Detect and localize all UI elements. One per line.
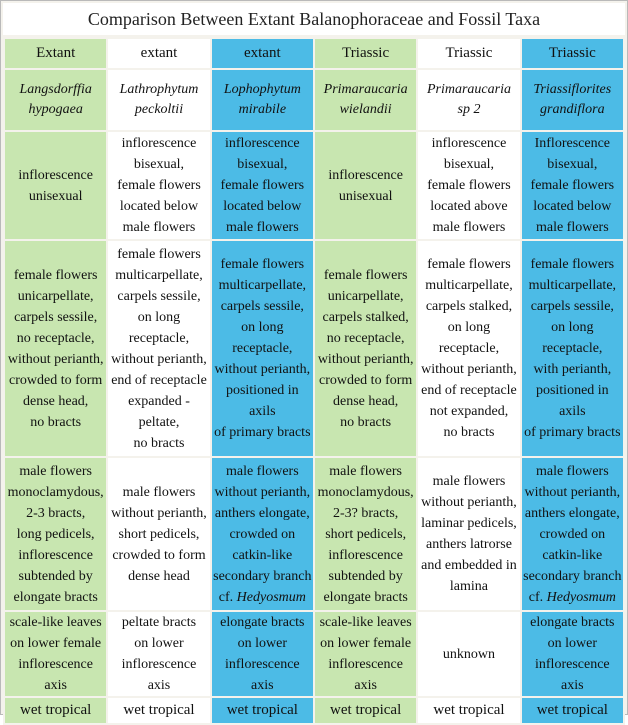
male-flowers-row <box>4 457 624 611</box>
cell-line: inflorescence axis <box>225 657 300 693</box>
epithet: mirabile <box>238 102 287 117</box>
cell-line: secondary branch <box>213 568 312 584</box>
male-flowers-cell <box>211 457 314 611</box>
cell-line: female flowers <box>117 246 201 262</box>
cell-line: dense head, <box>23 393 89 409</box>
cell-line: not expanded, <box>429 404 509 419</box>
cell-line: expanded - <box>128 393 190 409</box>
cell-line: carpels sessile, <box>530 299 614 314</box>
inflorescence-cell <box>4 131 107 240</box>
epithet: hypogaea <box>28 102 83 117</box>
cell-line: on lower <box>547 636 598 651</box>
female-flowers-cell <box>4 240 107 457</box>
cell-line: female flowers <box>427 178 511 193</box>
female-flowers-cell <box>314 240 417 457</box>
cell-line: inflorescence <box>328 167 403 183</box>
habitat-cell <box>107 697 210 724</box>
cell-line: elongate bracts <box>220 615 305 630</box>
inflorescence-cell <box>107 131 210 240</box>
leaves-cell <box>211 611 314 697</box>
inflorescence-cell <box>417 131 520 240</box>
cell-line: bisexual, <box>133 157 185 172</box>
cell-line: inflorescence <box>18 547 93 563</box>
male-flowers-cell <box>107 457 210 611</box>
cell-line: on long <box>551 320 594 335</box>
cell-line: female flowers <box>220 257 305 272</box>
cell-line: on lower <box>237 636 288 651</box>
cell-line: located below <box>223 199 302 214</box>
male-flowers-cell <box>521 457 624 611</box>
cell-line: on long <box>241 320 284 335</box>
cell-line: peltate bracts <box>121 615 197 630</box>
cell-line: inflorescence <box>18 167 93 183</box>
cell-line: male flowers <box>535 220 609 235</box>
cell-line: male flowers <box>19 463 93 479</box>
cell-text: cf. <box>528 589 547 605</box>
inflorescence-cell <box>521 131 624 240</box>
cell-line: end of receptacle <box>111 372 207 388</box>
female-flowers-cell <box>521 240 624 457</box>
cell-line: carpels sessile, <box>117 288 201 304</box>
leaves-row <box>4 611 624 697</box>
habitat-cell <box>211 697 314 724</box>
epithet: wielandii <box>339 102 392 117</box>
cell-line: male flowers <box>535 463 609 479</box>
cell-line: subtended by <box>328 568 403 584</box>
species-cell <box>4 69 107 131</box>
period-cell: extant <box>107 38 210 69</box>
cell-line: carpels stalked, <box>425 299 513 314</box>
cell-line: no bracts <box>133 435 185 451</box>
figure-title: Comparison Between Extant Balanophoraceae and Fossil Taxa <box>3 3 625 35</box>
period-cell: extant <box>211 38 314 69</box>
cell-line: of primary bracts <box>214 425 311 440</box>
cell-line: positioned in axils <box>535 383 609 419</box>
species-cell <box>521 69 624 131</box>
comparison-table <box>3 37 625 725</box>
cell-line: unknown <box>442 646 496 662</box>
genus: Lathrophytum <box>119 82 199 97</box>
genus: Triassiflorites <box>533 82 612 97</box>
cell-line: monoclamydous, <box>7 484 104 500</box>
cell-line: wet tropical <box>226 702 298 718</box>
inflorescence-cell <box>314 131 417 240</box>
epithet: sp 2 <box>457 102 481 117</box>
cell-line: elongate bracts <box>13 589 98 605</box>
cell-line: scale-like leaves <box>9 615 102 630</box>
cell-line: unisexual <box>28 188 83 204</box>
cell-line: wet tropical <box>536 702 608 718</box>
cell-line: crowded to form <box>112 547 206 563</box>
cell-line: multicarpellate, <box>218 278 307 293</box>
cell-line: multicarpellate, <box>528 278 617 293</box>
cell-line: no receptacle, <box>326 330 405 346</box>
cell-line: female flowers <box>323 267 408 283</box>
cell-line: wet tropical <box>330 702 402 718</box>
cell-line: 2-3? bracts, <box>332 505 399 521</box>
cell-line: unisexual <box>338 188 393 204</box>
male-flowers-cell <box>4 457 107 611</box>
taxon-name: Hedyosmum <box>236 589 306 605</box>
cell-line: of primary bracts <box>524 425 621 440</box>
habitat-cell <box>521 697 624 724</box>
cell-line: female flowers <box>530 257 615 272</box>
cell-line: receptacle, <box>438 341 500 356</box>
cell-line: wet tropical <box>20 702 92 718</box>
cell-line: inflorescence <box>225 136 300 151</box>
cell-line: male flowers <box>122 484 196 500</box>
period-cell: Extant <box>4 38 107 69</box>
cell-line: crowded on <box>229 526 296 542</box>
cell-line: Inflorescence <box>534 136 611 151</box>
leaves-cell <box>107 611 210 697</box>
cell-line: without perianth, <box>317 351 414 367</box>
cell-line: dense head <box>128 568 190 584</box>
genus: Langsdorffia <box>19 82 92 97</box>
cell-line: no receptacle, <box>16 330 95 346</box>
cell-line: scale-like leaves <box>319 615 412 630</box>
cell-line: and embedded in <box>421 558 517 573</box>
cell-line: unicarpellate, <box>327 288 404 304</box>
cell-line: receptacle, <box>128 330 190 346</box>
period-cell: Triassic <box>417 38 520 69</box>
cell-line: multicarpellate, <box>115 267 203 283</box>
cell-line: subtended by <box>18 568 93 584</box>
cell-line: carpels sessile, <box>14 309 98 325</box>
cell-line: bisexual, <box>547 157 598 172</box>
cell-line: catkin-like <box>542 547 603 563</box>
cell-line: female flowers <box>530 178 615 193</box>
cell-line: short pedicels, <box>325 526 407 542</box>
cell-line: bisexual, <box>237 157 288 172</box>
cell-line: dense head, <box>332 393 399 409</box>
cell-line: anthers elongate, <box>214 505 310 521</box>
cell-line: anthers elongate, <box>524 505 620 521</box>
cell-line: secondary branch <box>523 568 622 584</box>
cell-line: male flowers <box>432 220 506 235</box>
cell-line: without perianth, <box>111 351 207 367</box>
cell-line: female flowers <box>13 267 98 283</box>
habitat-row <box>4 697 624 724</box>
cell-line: receptacle, <box>542 341 603 356</box>
cell-line: inflorescence <box>121 136 197 151</box>
cell-line: located below <box>533 199 612 214</box>
cell-line: crowded to form <box>318 372 413 388</box>
cell-line: on lower female <box>320 636 412 651</box>
cell-line: long pedicels, <box>16 526 95 542</box>
cell-line: inflorescence <box>328 547 403 563</box>
cell-line: no bracts <box>443 425 495 440</box>
leaves-cell <box>417 611 520 697</box>
cell-line: inflorescence axis <box>535 657 610 693</box>
cell-line <box>213 587 312 608</box>
cell-line: peltate, <box>138 414 180 430</box>
cell-line: female flowers <box>427 257 511 272</box>
cell-line: carpels sessile, <box>220 299 304 314</box>
cell-line: inflorescence axis <box>121 657 197 693</box>
cell-line: on lower <box>134 636 184 651</box>
cell-line: inflorescence axis <box>18 657 93 693</box>
genus: Primaraucaria <box>426 82 511 97</box>
cell-line: 2-3 bracts, <box>26 505 86 521</box>
species-cell <box>314 69 417 131</box>
cell-line: without perianth, <box>524 484 621 500</box>
female-flowers-row <box>4 240 624 457</box>
cell-line: without perianth, <box>421 495 517 510</box>
period-row <box>4 38 624 69</box>
cell-line: unicarpellate, <box>17 288 94 304</box>
cell-line: crowded to form <box>9 372 103 388</box>
cell-line: laminar pedicels, <box>421 516 517 531</box>
cell-line: without perianth, <box>111 505 207 521</box>
cell-line: male flowers <box>225 220 299 235</box>
cell-line: bisexual, <box>443 157 495 172</box>
inflorescence-cell <box>211 131 314 240</box>
cell-line: female flowers <box>220 178 305 193</box>
cell-line: wet tropical <box>123 702 195 718</box>
leaves-cell <box>521 611 624 697</box>
cell-line <box>523 587 622 608</box>
cell-line: located below <box>119 199 199 214</box>
species-cell <box>417 69 520 131</box>
cell-line: on long <box>447 320 491 335</box>
cell-line: without perianth, <box>421 362 517 377</box>
epithet: grandiflora <box>540 102 605 117</box>
cell-line: multicarpellate, <box>425 278 513 293</box>
cell-line: carpels stalked, <box>322 309 409 325</box>
habitat-cell <box>417 697 520 724</box>
species-row <box>4 69 624 131</box>
cell-line: no bracts <box>340 414 392 430</box>
cell-line: wet tropical <box>433 702 505 718</box>
cell-line: on long <box>137 309 181 325</box>
cell-line: elongate bracts <box>530 615 615 630</box>
cell-line: female flowers <box>117 178 201 193</box>
cell-line: without perianth, <box>214 484 311 500</box>
inflorescence-row <box>4 131 624 240</box>
habitat-cell <box>314 697 417 724</box>
epithet: peckoltii <box>134 102 184 117</box>
species-cell <box>211 69 314 131</box>
cell-line: receptacle, <box>232 341 293 356</box>
leaves-cell <box>4 611 107 697</box>
female-flowers-cell <box>417 240 520 457</box>
cell-line: male flowers <box>432 474 506 489</box>
genus: Primaraucaria <box>323 82 408 97</box>
cell-line: male flowers <box>122 220 196 235</box>
cell-line: on lower female <box>10 636 102 651</box>
cell-line: no bracts <box>30 414 82 430</box>
cell-line: without perianth, <box>7 351 104 367</box>
cell-line: anthers latrorse <box>426 537 512 552</box>
period-cell: Triassic <box>314 38 417 69</box>
cell-line: lamina <box>449 579 489 594</box>
cell-text: cf. <box>218 589 237 605</box>
cell-line: monoclamydous, <box>317 484 414 500</box>
female-flowers-cell <box>211 240 314 457</box>
male-flowers-cell <box>417 457 520 611</box>
period-cell: Triassic <box>521 38 624 69</box>
male-flowers-cell <box>314 457 417 611</box>
genus: Lophophytum <box>223 82 301 97</box>
cell-line: catkin-like <box>232 547 293 563</box>
leaves-cell <box>314 611 417 697</box>
taxon-name: Hedyosmum <box>546 589 616 605</box>
habitat-cell <box>4 697 107 724</box>
cell-line: crowded on <box>539 526 606 542</box>
cell-line: without perianth, <box>214 362 311 377</box>
cell-line: inflorescence <box>431 136 507 151</box>
cell-line: elongate bracts <box>323 589 408 605</box>
cell-line: male flowers <box>225 463 299 479</box>
cell-line: male flowers <box>329 463 402 479</box>
cell-line: end of receptacle <box>421 383 517 398</box>
cell-line: with perianth, <box>533 362 612 377</box>
cell-line: located above <box>430 199 508 214</box>
cell-line: short pedicels, <box>118 526 200 542</box>
species-cell <box>107 69 210 131</box>
cell-line: positioned in axils <box>225 383 299 419</box>
female-flowers-cell <box>107 240 210 457</box>
cell-line: inflorescence axis <box>328 657 403 693</box>
